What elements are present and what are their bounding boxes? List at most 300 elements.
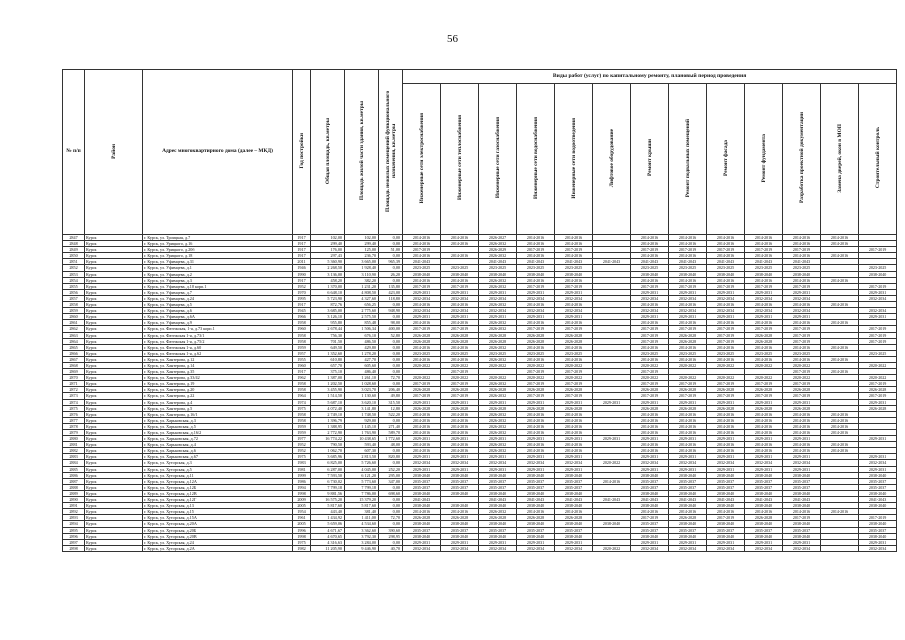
row-work-period: 2032-2034 [479, 545, 517, 551]
row-district: Курск [85, 423, 143, 429]
row-nonliving-area: 0,00 [379, 241, 403, 247]
row-address: г. Курск, ул. Фатежская, 1-я, д.73 корп.1 [143, 326, 293, 332]
row-district: Курск [85, 527, 143, 533]
row-district: Курск [85, 509, 143, 515]
row-work-period: 2032-2034 [669, 295, 707, 301]
row-number: 2874 [63, 399, 85, 405]
row-work-period: 2038-2040 [631, 490, 669, 496]
row-address: г. Курск, ул. Урицкого, д.20б [143, 247, 293, 253]
row-work-period: 2029-2031 [745, 454, 783, 460]
row-work-period: 2017-2019 [631, 247, 669, 253]
row-work-period: 2035-2037 [441, 478, 479, 484]
row-address: г. Курск, ул. Хуторская, д.5 [143, 466, 293, 472]
row-district: Курск [85, 369, 143, 375]
row-district: Курск [85, 326, 143, 332]
row-work-period: 2029-2031 [555, 399, 593, 405]
row-work-period: 2026-2028 [479, 405, 517, 411]
row-work-period: 2035-2037 [745, 527, 783, 533]
row-address: г. Курск, ул. Уфимцева, д.6 [143, 308, 293, 314]
row-work-period: 2038-2040 [403, 271, 441, 277]
row-living-area: 382,20 [345, 277, 379, 283]
row-nonliving-area: 948,90 [379, 308, 403, 314]
row-work-period: 2032-2034 [403, 460, 441, 466]
row-work-period: 2014-2016 [555, 320, 593, 326]
row-work-period: 2029-2031 [669, 399, 707, 405]
row-district: Курск [85, 320, 143, 326]
row-work-period: 2032-2034 [517, 295, 555, 301]
row-nonliving-area: 98,00 [379, 320, 403, 326]
row-work-period: 2014-2016 [783, 423, 821, 429]
row-work-period: 2029-2031 [707, 436, 745, 442]
capital-repair-table-sheet [62, 69, 896, 552]
row-work-period: 2017-2019 [631, 332, 669, 338]
row-work-period: 2014-2016 [631, 448, 669, 454]
row-work-period: 2014-2016 [555, 356, 593, 362]
row-district: Курск [85, 356, 143, 362]
row-work-period: 2032-2034 [783, 460, 821, 466]
row-work-period: 2017-2019 [859, 283, 897, 289]
row-work-period: 2014-2016 [441, 253, 479, 259]
row-total-area: 16 774,22 [311, 436, 345, 442]
row-work-period: 2035-2037 [859, 527, 897, 533]
row-nonliving-area: 0,00 [379, 302, 403, 308]
row-work-period: 2029-2031 [479, 466, 517, 472]
row-living-area: 102,00 [345, 235, 379, 241]
row-year-built: 1975 [293, 405, 311, 411]
row-nonliving-area: 0,00 [379, 362, 403, 368]
row-work-period: 2014-2016 [745, 430, 783, 436]
row-district: Курск [85, 271, 143, 277]
row-district: Курск [85, 344, 143, 350]
row-work-period: 2041-2043 [859, 497, 897, 503]
row-work-period: 2026-2028 [745, 332, 783, 338]
row-work-period: 2014-2016 [783, 320, 821, 326]
row-work-period: 2014-2016 [821, 442, 859, 448]
row-work-period: 2014-2016 [555, 241, 593, 247]
row-work-period: 2026-2032 [479, 277, 517, 283]
row-work-period: 2026-2028 [479, 332, 517, 338]
row-work-period: 2026-2029 [479, 247, 517, 253]
row-work-period: 2038-2040 [479, 533, 517, 539]
row-work-period: 2026-2028 [403, 515, 441, 521]
table-row [63, 545, 897, 551]
row-living-area: 593,40 [345, 442, 379, 448]
row-nonliving-area: 48,00 [379, 442, 403, 448]
row-total-area: 102,00 [311, 235, 345, 241]
row-work-period: 2017-2019 [783, 283, 821, 289]
row-work-period: 2032-2034 [403, 308, 441, 314]
row-work-period: 2026-2028 [707, 405, 745, 411]
row-work-period: 2029-2031 [859, 466, 897, 472]
row-work-period: 2029-2031 [707, 466, 745, 472]
row-work-period: 2029-2031 [403, 289, 441, 295]
row-number: 2888 [63, 484, 85, 490]
row-work-period: 2029-2031 [669, 539, 707, 545]
row-work-period: 2014-2016 [403, 423, 441, 429]
row-total-area: 443,40 [311, 509, 345, 515]
row-district: Курск [85, 503, 143, 509]
header-nonliving-area: Площадь нежилых помещений функционального назначения, кв.метры [379, 70, 403, 235]
row-work-period: 2014-2016 [783, 356, 821, 362]
row-work-period: 2035-2037 [631, 484, 669, 490]
row-work-period: 2035-2037 [631, 478, 669, 484]
row-address: г. Курск, ул. Хантерова, д.33/42 [143, 375, 293, 381]
row-work-period: 2014-2016 [745, 442, 783, 448]
row-work-period: 2032-2034 [441, 545, 479, 551]
row-work-period: 2041-2043 [783, 259, 821, 265]
row-address: г. Курск, ул. Хуторская, д.20В [143, 533, 293, 539]
row-year-built: 1958 [293, 320, 311, 326]
row-work-period: 2035-2037 [631, 521, 669, 527]
row-work-period: 2032-2034 [859, 460, 897, 466]
row-total-area: 6 287,00 [311, 466, 345, 472]
row-work-period: 2032-2034 [555, 460, 593, 466]
row-work-period: 2038-2040 [555, 490, 593, 496]
row-work-period: 2014-2016 [517, 417, 555, 423]
row-district: Курск [85, 283, 143, 289]
row-work-period: 2023-2025 [479, 350, 517, 356]
row-work-period: 2014-2016 [669, 442, 707, 448]
row-district: Курск [85, 497, 143, 503]
row-work-period: 2026-2032 [479, 509, 517, 515]
header-no: № п/п [63, 70, 85, 235]
header-work-10: Разработка проектной документации [783, 84, 821, 235]
row-work-period: 2032-2034 [707, 460, 745, 466]
row-work-period: 2020-2022 [631, 362, 669, 368]
header-work-8: Ремонт фасада [707, 84, 745, 235]
row-number: 2856 [63, 289, 85, 295]
row-work-period: 2038-2040 [707, 271, 745, 277]
header-work-3: Инженерные сети водоснабжения [517, 84, 555, 235]
row-nonliving-area: 26,20 [379, 271, 403, 277]
row-work-period: 2014-2016 [631, 442, 669, 448]
row-district: Курск [85, 314, 143, 320]
row-work-period: 2017-2019 [859, 332, 897, 338]
row-district: Курск [85, 417, 143, 423]
row-work-period: 2014-2016 [441, 241, 479, 247]
row-work-period: 2020-2022 [593, 545, 631, 551]
row-district: Курск [85, 533, 143, 539]
row-nonliving-area: 820,80 [379, 454, 403, 460]
row-nonliving-area: 0,00 [379, 369, 403, 375]
row-work-period: 2035-2037 [707, 484, 745, 490]
row-work-period: 2017-2019 [441, 283, 479, 289]
row-work-period: 2029-2031 [517, 436, 555, 442]
row-work-period: 2017-2019 [859, 393, 897, 399]
row-work-period: 2029-2031 [707, 539, 745, 545]
row-work-period: 2017-2019 [707, 332, 745, 338]
row-work-period: 2038-2040 [517, 490, 555, 496]
row-work-period: 2014-2016 [707, 430, 745, 436]
row-work-period: 2014-2016 [707, 235, 745, 241]
row-number: 2863 [63, 332, 85, 338]
row-work-period: 2032-2034 [403, 295, 441, 301]
row-work-period: 2032-2034 [441, 295, 479, 301]
row-nonliving-area: 0,00 [379, 417, 403, 423]
row-work-period: 2020-2022 [707, 362, 745, 368]
row-number: 2861 [63, 320, 85, 326]
row-work-period: 2029-2031 [517, 289, 555, 295]
header-work-0: Инженерные сети электроснабжения [403, 84, 441, 235]
row-living-area: 1 130,60 [345, 393, 379, 399]
header-total-area: Общая площадь, кв.метры [311, 70, 345, 235]
row-work-period: 2014-2016 [669, 417, 707, 423]
row-work-period: 2014-2016 [669, 253, 707, 259]
row-work-period: 2017-2019 [441, 369, 479, 375]
row-living-area: 125,00 [345, 247, 379, 253]
row-work-period: 2038-2040 [745, 503, 783, 509]
row-year-built: 1946 [293, 265, 311, 271]
row-address: г. Курск, ул. Уфимцева, д.7 [143, 289, 293, 295]
row-nonliving-area: 52,80 [379, 332, 403, 338]
row-number: 2853 [63, 271, 85, 277]
row-work-period: 2014-2016 [745, 277, 783, 283]
row-work-period: 2041-2043 [707, 259, 745, 265]
row-address: г. Курск, ул. Фатежская 1-я, д.73/1 [143, 332, 293, 338]
row-work-period: 2026-2028 [517, 405, 555, 411]
row-nonliving-area: 0,00 [379, 381, 403, 387]
row-district: Курск [85, 472, 143, 478]
row-living-area: 486,50 [345, 338, 379, 344]
row-number: 2885 [63, 466, 85, 472]
row-total-area: 5 687,10 [311, 399, 345, 405]
row-address: г. Курск, ул. Хантерова, д.16/1 [143, 411, 293, 417]
header-work-11: Замена дверей, окон в МОП [821, 84, 859, 235]
row-work-period: 2035-2037 [669, 484, 707, 490]
row-work-period: 2038-2040 [517, 521, 555, 527]
row-work-period: 2026-2028 [517, 387, 555, 393]
row-work-period: 2038-2040 [783, 533, 821, 539]
row-work-period: 2014-2016 [669, 320, 707, 326]
row-work-period: 2041-2043 [631, 497, 669, 503]
row-work-period: 2038-2040 [783, 503, 821, 509]
row-total-area: 5 723,90 [311, 295, 345, 301]
row-work-period: 2020-2022 [403, 375, 441, 381]
row-work-period: 2029-2031 [745, 399, 783, 405]
row-work-period: 2032-2034 [555, 308, 593, 314]
row-work-period: 2029-2031 [631, 289, 669, 295]
row-work-period: 2038-2040 [479, 490, 517, 496]
row-work-period: 2029-2031 [859, 454, 897, 460]
row-work-period: 2014-2016 [707, 411, 745, 417]
row-work-period: 2017-2019 [783, 247, 821, 253]
row-living-area: 7 786,00 [345, 490, 379, 496]
row-district: Курск [85, 259, 143, 265]
row-nonliving-area: 252,20 [379, 466, 403, 472]
row-work-period: 2029-2031 [593, 399, 631, 405]
row-work-period: 2014-2016 [745, 253, 783, 259]
row-living-area: 656,25 [345, 302, 379, 308]
row-address: г. Курск, ул. Уфимцева, д.2 [143, 271, 293, 277]
row-work-period: 2032-2034 [631, 308, 669, 314]
row-work-period: 2029-2031 [555, 466, 593, 472]
row-work-period: 2038-2040 [707, 503, 745, 509]
row-work-period: 2014-2016 [403, 302, 441, 308]
row-nonliving-area: 698,60 [379, 490, 403, 496]
row-work-period: 2014-2016 [707, 442, 745, 448]
row-work-period: 2020-2022 [441, 375, 479, 381]
row-address: г. Курск, ул. Фатежская 1-я, д.75/2 [143, 338, 293, 344]
row-work-period: 2029-2031 [479, 399, 517, 405]
row-work-period: 2017-2019 [745, 393, 783, 399]
row-address: г. Курск, ул. Уфимцева, д.10 корп.1 [143, 283, 293, 289]
row-work-period: 2014-2016 [745, 302, 783, 308]
row-address: г. Курск, ул. Урицкого, д.16 [143, 241, 293, 247]
row-work-period: 2014-2016 [821, 448, 859, 454]
row-work-period: 2026-2032 [479, 442, 517, 448]
row-year-built: 1955 [293, 356, 311, 362]
row-work-period: 2014-2016 [707, 448, 745, 454]
row-work-period: 2014-2016 [821, 417, 859, 423]
row-work-period: 2032-2034 [745, 460, 783, 466]
row-work-period: 2041-2043 [517, 259, 555, 265]
row-work-period: 2035-2037 [403, 484, 441, 490]
row-work-period: 2026-2028 [441, 338, 479, 344]
row-work-period: 2026-2028 [479, 515, 517, 521]
row-work-period: 2029-2031 [859, 314, 897, 320]
row-nonliving-area: 0,00 [379, 356, 403, 362]
row-total-area: 2 772,90 [311, 430, 345, 436]
row-total-area: 649,50 [311, 344, 345, 350]
row-work-period: 2041-2043 [555, 497, 593, 503]
row-district: Курск [85, 436, 143, 442]
row-work-period: 2029-2031 [631, 454, 669, 460]
row-year-built: 1981 [293, 466, 311, 472]
row-address: г. Курск, ул. Уфимцева, д.3 [143, 277, 293, 283]
row-work-period: 2026-2032 [479, 344, 517, 350]
row-work-period: 2023-2025 [707, 265, 745, 271]
row-work-period: 2032-2034 [859, 295, 897, 301]
row-work-period: 2026-2028 [517, 515, 555, 521]
row-work-period: 2026-2028 [555, 332, 593, 338]
row-year-built: 2011 [293, 259, 311, 265]
row-nonliving-area: 423,00 [379, 289, 403, 295]
row-address: г. Курск, ул. Хуторская, д.12В [143, 490, 293, 496]
row-work-period: 2038-2040 [403, 533, 441, 539]
row-work-period: 2038-2040 [517, 472, 555, 478]
row-work-period: 2038-2040 [669, 271, 707, 277]
row-work-period: 2014-2016 [783, 253, 821, 259]
row-work-period: 2026-2028 [441, 405, 479, 411]
row-address: г. Курск, ул. Харьковская, д.6 [143, 448, 293, 454]
row-nonliving-area: 72,70 [379, 375, 403, 381]
row-work-period: 2014-2016 [783, 430, 821, 436]
row-district: Курск [85, 295, 143, 301]
row-year-built: 1961 [293, 515, 311, 521]
row-address: г. Курск, ул. Хантерова, д.20 [143, 387, 293, 393]
row-number: 2895 [63, 527, 85, 533]
row-work-period: 2026-2028 [441, 332, 479, 338]
row-work-period: 2032-2034 [669, 545, 707, 551]
row-total-area: 11 205,90 [311, 545, 345, 551]
row-number: 2880 [63, 436, 85, 442]
row-address: г. Курск, ул. Хантерова, д.14 [143, 362, 293, 368]
row-address: г. Курск, ул. Харьковская, д.3 [143, 417, 293, 423]
row-work-period: 2029-2031 [669, 454, 707, 460]
row-total-area: 1 388,95 [311, 423, 345, 429]
row-total-area: 2 268,50 [311, 265, 345, 271]
row-work-period: 2038-2040 [479, 521, 517, 527]
row-work-period: 2038-2040 [859, 503, 897, 509]
row-address: г. Курск, ул. Хуторская, д.24 [143, 539, 293, 545]
row-work-period: 2029-2031 [859, 289, 897, 295]
row-work-period: 2038-2040 [441, 472, 479, 478]
row-work-period: 2017-2019 [783, 338, 821, 344]
row-year-built: 1990 [293, 271, 311, 277]
row-number: 2897 [63, 539, 85, 545]
row-address: г. Курск, ул. Харьковская, д.16/2 [143, 430, 293, 436]
row-work-period: 2038-2040 [859, 472, 897, 478]
row-nonliving-area: 0,00 [379, 539, 403, 545]
row-work-period: 2014-2016 [669, 509, 707, 515]
row-work-period: 2029-2031 [859, 399, 897, 405]
row-year-built: 2005 [293, 521, 311, 527]
row-number: 2848 [63, 241, 85, 247]
row-nonliving-area: 295,00 [379, 472, 403, 478]
row-work-period: 2032-2034 [669, 308, 707, 314]
row-work-period: 2032-2034 [479, 460, 517, 466]
row-total-area: 2 749,10 [311, 411, 345, 417]
row-nonliving-area: 0,00 [379, 521, 403, 527]
row-district: Курск [85, 545, 143, 551]
row-work-period: 2035-2037 [517, 484, 555, 490]
row-work-period: 2017-2019 [403, 283, 441, 289]
row-work-period: 2014-2016 [783, 448, 821, 454]
row-work-period: 2014-2016 [555, 442, 593, 448]
row-work-period: 2014-2016 [403, 430, 441, 436]
row-work-period: 2038-2040 [555, 521, 593, 527]
row-living-area: 607,30 [345, 448, 379, 454]
row-district: Курск [85, 338, 143, 344]
row-work-period: 2014-2016 [441, 430, 479, 436]
row-work-period: 2023-2025 [783, 265, 821, 271]
row-work-period: 2020-2022 [745, 375, 783, 381]
row-work-period: 2017-2019 [707, 338, 745, 344]
row-year-built: 1917 [293, 369, 311, 375]
row-work-period: 2026-2028 [783, 405, 821, 411]
row-work-period: 2041-2043 [707, 497, 745, 503]
row-total-area: 1 202,50 [311, 381, 345, 387]
header-work-9: Ремонт фундамента [745, 84, 783, 235]
row-work-period: 2017-2019 [517, 326, 555, 332]
row-work-period: 2014-2016 [441, 442, 479, 448]
row-work-period: 2017-2019 [631, 326, 669, 332]
row-work-period: 2014-2016 [441, 411, 479, 417]
row-address: г. Курск, ул. Хуторская, д.3 [143, 460, 293, 466]
row-work-period: 2032-2034 [783, 295, 821, 301]
row-work-period: 2017-2019 [783, 515, 821, 521]
row-nonliving-area: 51,00 [379, 247, 403, 253]
row-work-period: 2029-2031 [631, 436, 669, 442]
row-number: 2884 [63, 460, 85, 466]
row-district: Курск [85, 442, 143, 448]
row-year-built: 1952 [293, 448, 311, 454]
row-year-built: 2005 [293, 503, 311, 509]
row-work-period: 2014-2016 [631, 430, 669, 436]
row-nonliving-area: 135,80 [379, 283, 403, 289]
row-work-period: 2032-2034 [517, 308, 555, 314]
row-work-period: 2029-2031 [479, 539, 517, 545]
row-work-period: 2017-2019 [631, 283, 669, 289]
row-work-period: 2017-2019 [745, 326, 783, 332]
row-total-area: 9 881,56 [311, 490, 345, 496]
row-work-period: 2014-2016 [555, 302, 593, 308]
row-work-period: 2014-2016 [403, 448, 441, 454]
row-number: 2886 [63, 472, 85, 478]
row-work-period: 2029-2031 [745, 539, 783, 545]
row-work-period: 2029-2031 [517, 466, 555, 472]
row-work-period: 2038-2040 [859, 533, 897, 539]
